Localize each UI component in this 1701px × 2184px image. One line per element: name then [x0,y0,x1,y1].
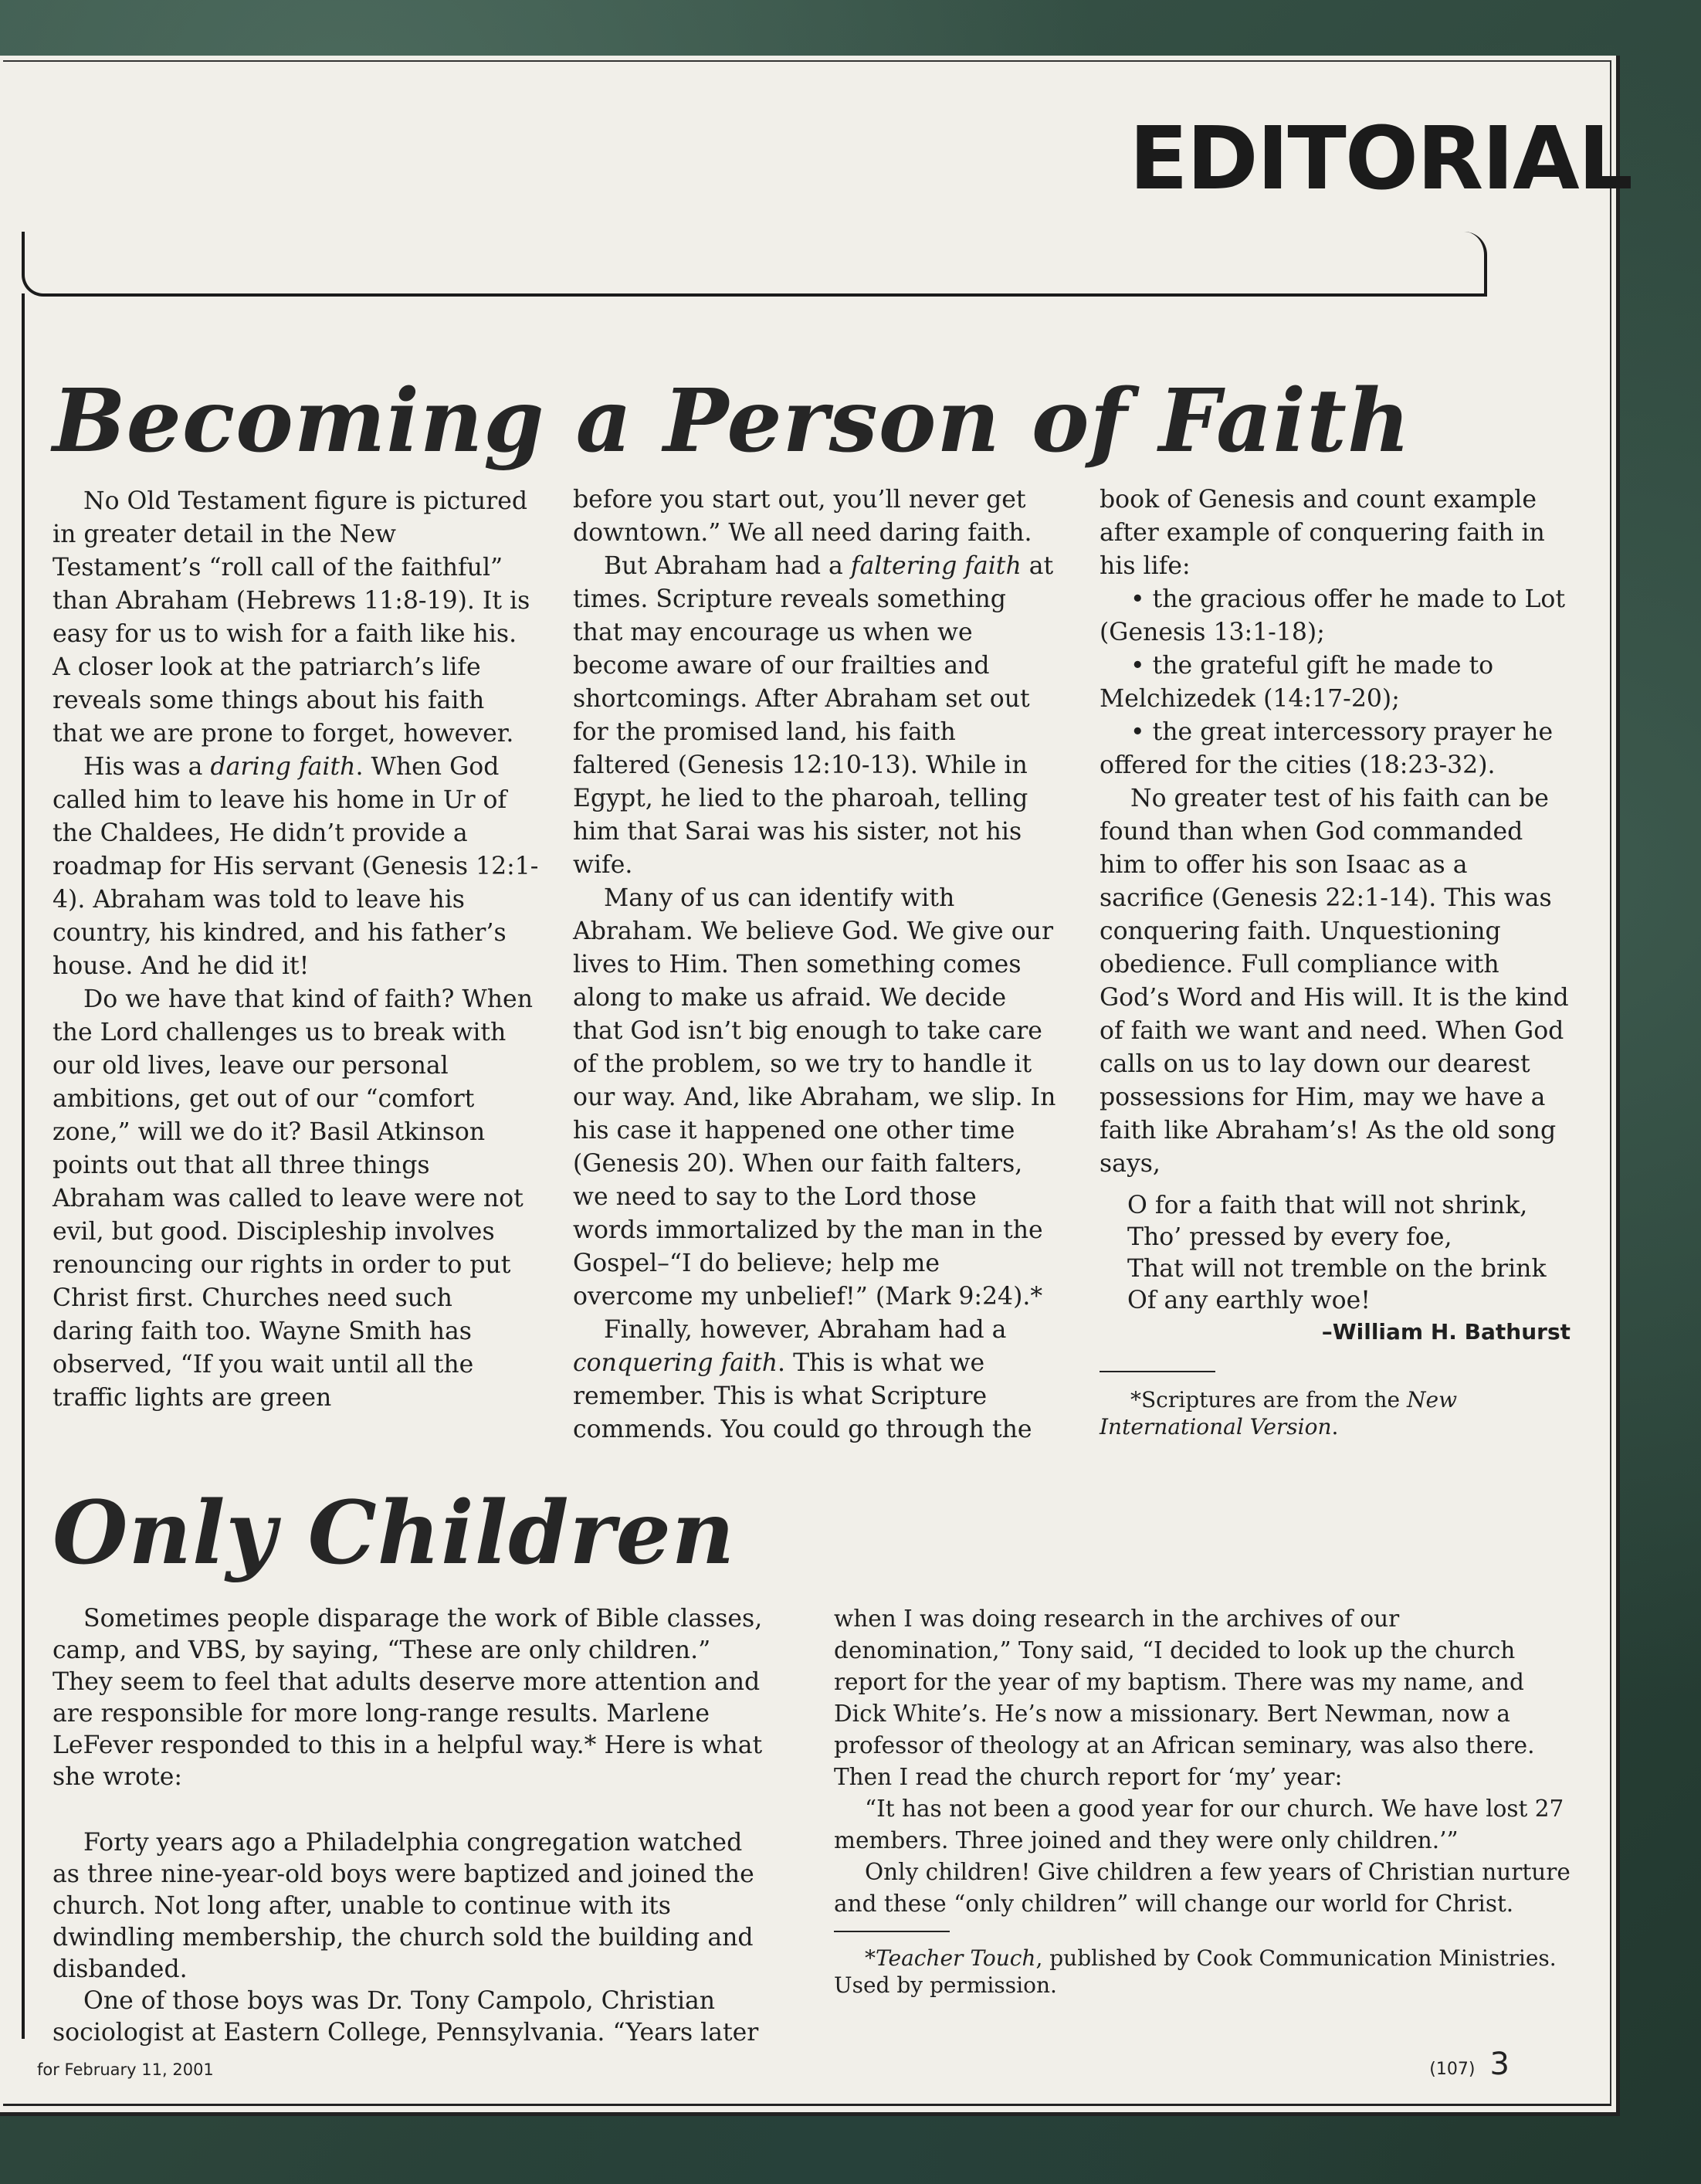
page-number: 3 [1489,2047,1510,2082]
article-title-faith: Becoming a Person of Faith [53,371,1411,472]
issue-date: for February 11, 2001 [37,2060,214,2079]
paragraph: Only children! Give children a few years of Christian nurture and these “only children” will change our world for Christ. [834,1859,1571,1917]
paragraph: Forty years ago a Philadelphia congregation watched as three nine-year-old boys were baptized and joined the church. Not long after, unable to continue with its dwindling membership, the church sold the building and disbanded. [53,1829,754,1983]
paragraph: One of those boys was Dr. Tony Campolo, Christian sociologist at Eastern College, Pennsylvania. “Years later [53,1987,759,2047]
children-column-1 [53,1603,771,2049]
paragraph: But Abraham had a faltering faith at times. Scripture reveals something that may encourage us when we become aware of our frailties and shortcomings. After Abraham set out for the promised land, his faith faltered (Genesis 12:10-13). While in Egypt, he lied to the pharoah, telling him that Sarai was his sister, not his wife. [573,552,1054,879]
bullet-item: • the grateful gift he made to Melchizedek (14:17-20); [1100,652,1494,713]
paragraph: Many of us can identify with Abraham. We believe God. We give our lives to Him. Then something comes along to make us afraid. We decide that God isn’t big enough to take care of the problem, so we try to handle it our way. And, like Abraham, we slip. In his case it happened one other time (Genesis 20). When our faith falters, we need to say to the Lord those words immortalized by the man in the Gospel–“I do believe; help me overcome my unbelief!” (Mark 9:24).* [573,884,1056,1311]
section-masthead: EDITORIAL [1129,109,1632,209]
masthead-rule [22,232,1487,297]
left-frame-rule [22,293,25,2039]
bullet-item: • the great intercessory prayer he offered for the cities (18:23-32). [1100,718,1554,779]
poem-line: Of any earthly woe! [1127,1287,1371,1314]
paragraph: No Old Testament figure is pictured in greater detail in the New Testament’s “roll call of the faithful” than Abraham (Hebrews 11:8-19). It is easy for us to wish for a faith like his. A closer look at the patriarch’s life reveals some things about his faith that we are prone to forget, however. [53,487,530,748]
paragraph: Sometimes people disparage the work of Bible classes, camp, and VBS, by saying, “These are only children.” They seem to feel that adults deserve more attention and are responsible for more long-range results. Marlene LeFever responded to this in a helpful way.* Here is what she wrote: [53,1605,763,1791]
poem-line: Tho’ pressed by every foe, [1127,1223,1452,1251]
paragraph: Do we have that kind of faith? When the Lord challenges us to break with our old lives, leave our personal ambitions, get out of our “comfort zone,” will we do it? Basil Atkinson points out that all three things Abraham was called to leave were not evil, but good. Discipleship involves renouncing our rights in order to put Christ first. Churches need such daring faith too. Wayne Smith has observed, “If you wait until all the traffic lights are green [53,985,533,1412]
poem-line: That will not tremble on the brink [1127,1255,1547,1283]
footnote: *Scriptures are from the New International Version. [1100,1387,1458,1440]
bullet-item: • the gracious offer he made to Lot (Genesis 13:1-18); [1100,585,1565,646]
paragraph: before you start out, you’ll never get downtown.” We all need daring faith. [573,486,1032,547]
issue-code: (107) [1429,2060,1476,2079]
page-number-block [1429,2047,1510,2082]
article-title-children: Only Children [53,1483,736,1584]
paragraph: book of Genesis and count example after example of conquering faith in his life: [1100,486,1545,580]
faith-column-2 [573,483,1059,1446]
poem-line: O for a faith that will not shrink, [1127,1192,1528,1219]
faith-column-3 [1100,483,1571,1440]
paragraph: His was a daring faith. When God called him to leave his home in Ur of the Chaldees, He didn’t provide a roadmap for His servant (Genesis 12:1-4). Abraham was told to leave his country, his kindred, and his father’s house. And he did it! [53,753,539,980]
children-column-2 [834,1603,1575,1999]
paragraph: when I was doing research in the archives of our denomination,” Tony said, “I decided to look up the church report for the year of my baptism. There was my name, and Dick White’s. He’s now a missionary. Bert Newman, now a professor of theology at an African seminary, was also there. Then I read the church report for ‘my’ year: [834,1606,1535,1790]
footnote-rule [834,1931,950,1932]
hymn-quote [1127,1190,1571,1317]
faith-column-1 [53,485,539,1415]
poem-author: –William H. Bathurst [1321,1319,1571,1345]
footnote: *Teacher Touch, published by Cook Communication Ministries. Used by permission. [834,1945,1557,1998]
paragraph: “It has not been a good year for our church. We have lost 27 members. Three joined and they were only children.’” [834,1796,1564,1853]
paragraph: Finally, however, Abraham had a conquering faith. This is what we remember. This is what Scripture commends. You could go through the [573,1316,1032,1443]
footnote-rule [1100,1371,1215,1372]
paragraph: No greater test of his faith can be found than when God commanded him to offer his son Isaac as a sacrifice (Genesis 22:1-14). This was conquering faith. Unquestioning obedience. Full compliance with God’s Word and His will. It is the kind of faith we want and need. When God calls on us to lay down our dearest possessions for Him, may we have a faith like Abraham’s! As the old song says, [1100,785,1569,1178]
